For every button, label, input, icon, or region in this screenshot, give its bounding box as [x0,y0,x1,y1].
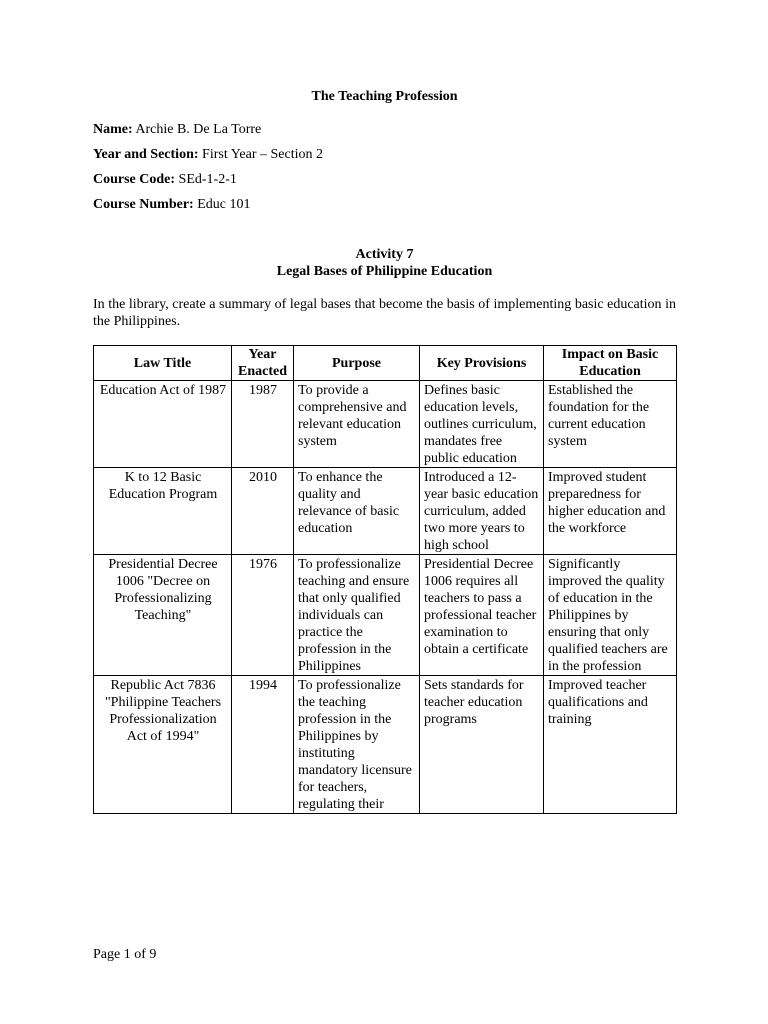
name-label: Name: [93,122,133,137]
page-number: Page 1 of 9 [93,947,157,962]
course-code-value: SEd-1-2-1 [175,172,237,187]
provisions-cell: Sets standards for teacher education programs [420,676,544,814]
year-cell: 2010 [232,468,294,555]
purpose-cell: To professionalize teaching and ensure that only qualified individuals can practice the profession in the Philippines [294,555,420,676]
table-header-row [94,346,677,381]
year-section-label: Year and Section: [93,147,199,162]
course-number-line [93,196,676,213]
name-value: Archie B. De La Torre [132,122,262,137]
purpose-cell: To professionalize the teaching profession in the Philippines by instituting mandatory licensure for teachers, regulating their [294,676,420,814]
instructions-paragraph: In the library, create a summary of legal bases that become the basis of implementing basic education in the Philippines. [93,297,676,329]
law-title-cell: Education Act of 1987 [94,381,232,468]
document-page [93,88,676,814]
course-code-label: Course Code: [93,172,176,187]
header-purpose: Purpose [294,346,420,381]
impact-cell: Improved teacher qualifications and training [544,676,677,814]
table-row [94,555,677,676]
year-cell: 1976 [232,555,294,676]
table-row [94,381,677,468]
course-number-label: Course Number: [93,197,194,212]
header-year-enacted: Year Enacted [232,346,294,381]
activity-subtitle: Legal Bases of Philippine Education [276,264,493,279]
provisions-cell: Introduced a 12-year basic education curriculum, added two more years to high school [420,468,544,555]
impact-cell: Improved student preparedness for higher education and the workforce [544,468,677,555]
year-section-line [93,146,676,163]
provisions-cell: Defines basic education levels, outlines curriculum, mandates free public education [420,381,544,468]
provisions-cell: Presidential Decree 1006 requires all teachers to pass a professional teacher examination to obtain a certificate [420,555,544,676]
year-cell: 1987 [232,381,294,468]
header-impact: Impact on Basic Education [544,346,677,381]
activity-heading [93,246,676,280]
table-row [94,676,677,814]
name-line [93,121,676,138]
year-section-value: First Year – Section 2 [198,147,323,162]
document-title: The Teaching Profession [311,89,458,104]
law-title-cell: Presidential Decree 1006 "Decree on Professionalizing Teaching" [94,555,232,676]
impact-cell: Significantly improved the quality of education in the Philippines by ensuring that only qualified teachers are in the profession [544,555,677,676]
law-title-cell: K to 12 Basic Education Program [94,468,232,555]
header-key-provisions: Key Provisions [420,346,544,381]
activity-number: Activity 7 [355,247,414,262]
table-row [94,468,677,555]
year-cell: 1994 [232,676,294,814]
header-law-title: Law Title [94,346,232,381]
purpose-cell: To provide a comprehensive and relevant education system [294,381,420,468]
law-title-cell: Republic Act 7836 "Philippine Teachers Professionalization Act of 1994" [94,676,232,814]
purpose-cell: To enhance the quality and relevance of basic education [294,468,420,555]
course-number-value: Educ 101 [193,197,251,212]
impact-cell: Established the foundation for the current education system [544,381,677,468]
legal-bases-table [93,345,677,814]
course-code-line [93,171,676,188]
